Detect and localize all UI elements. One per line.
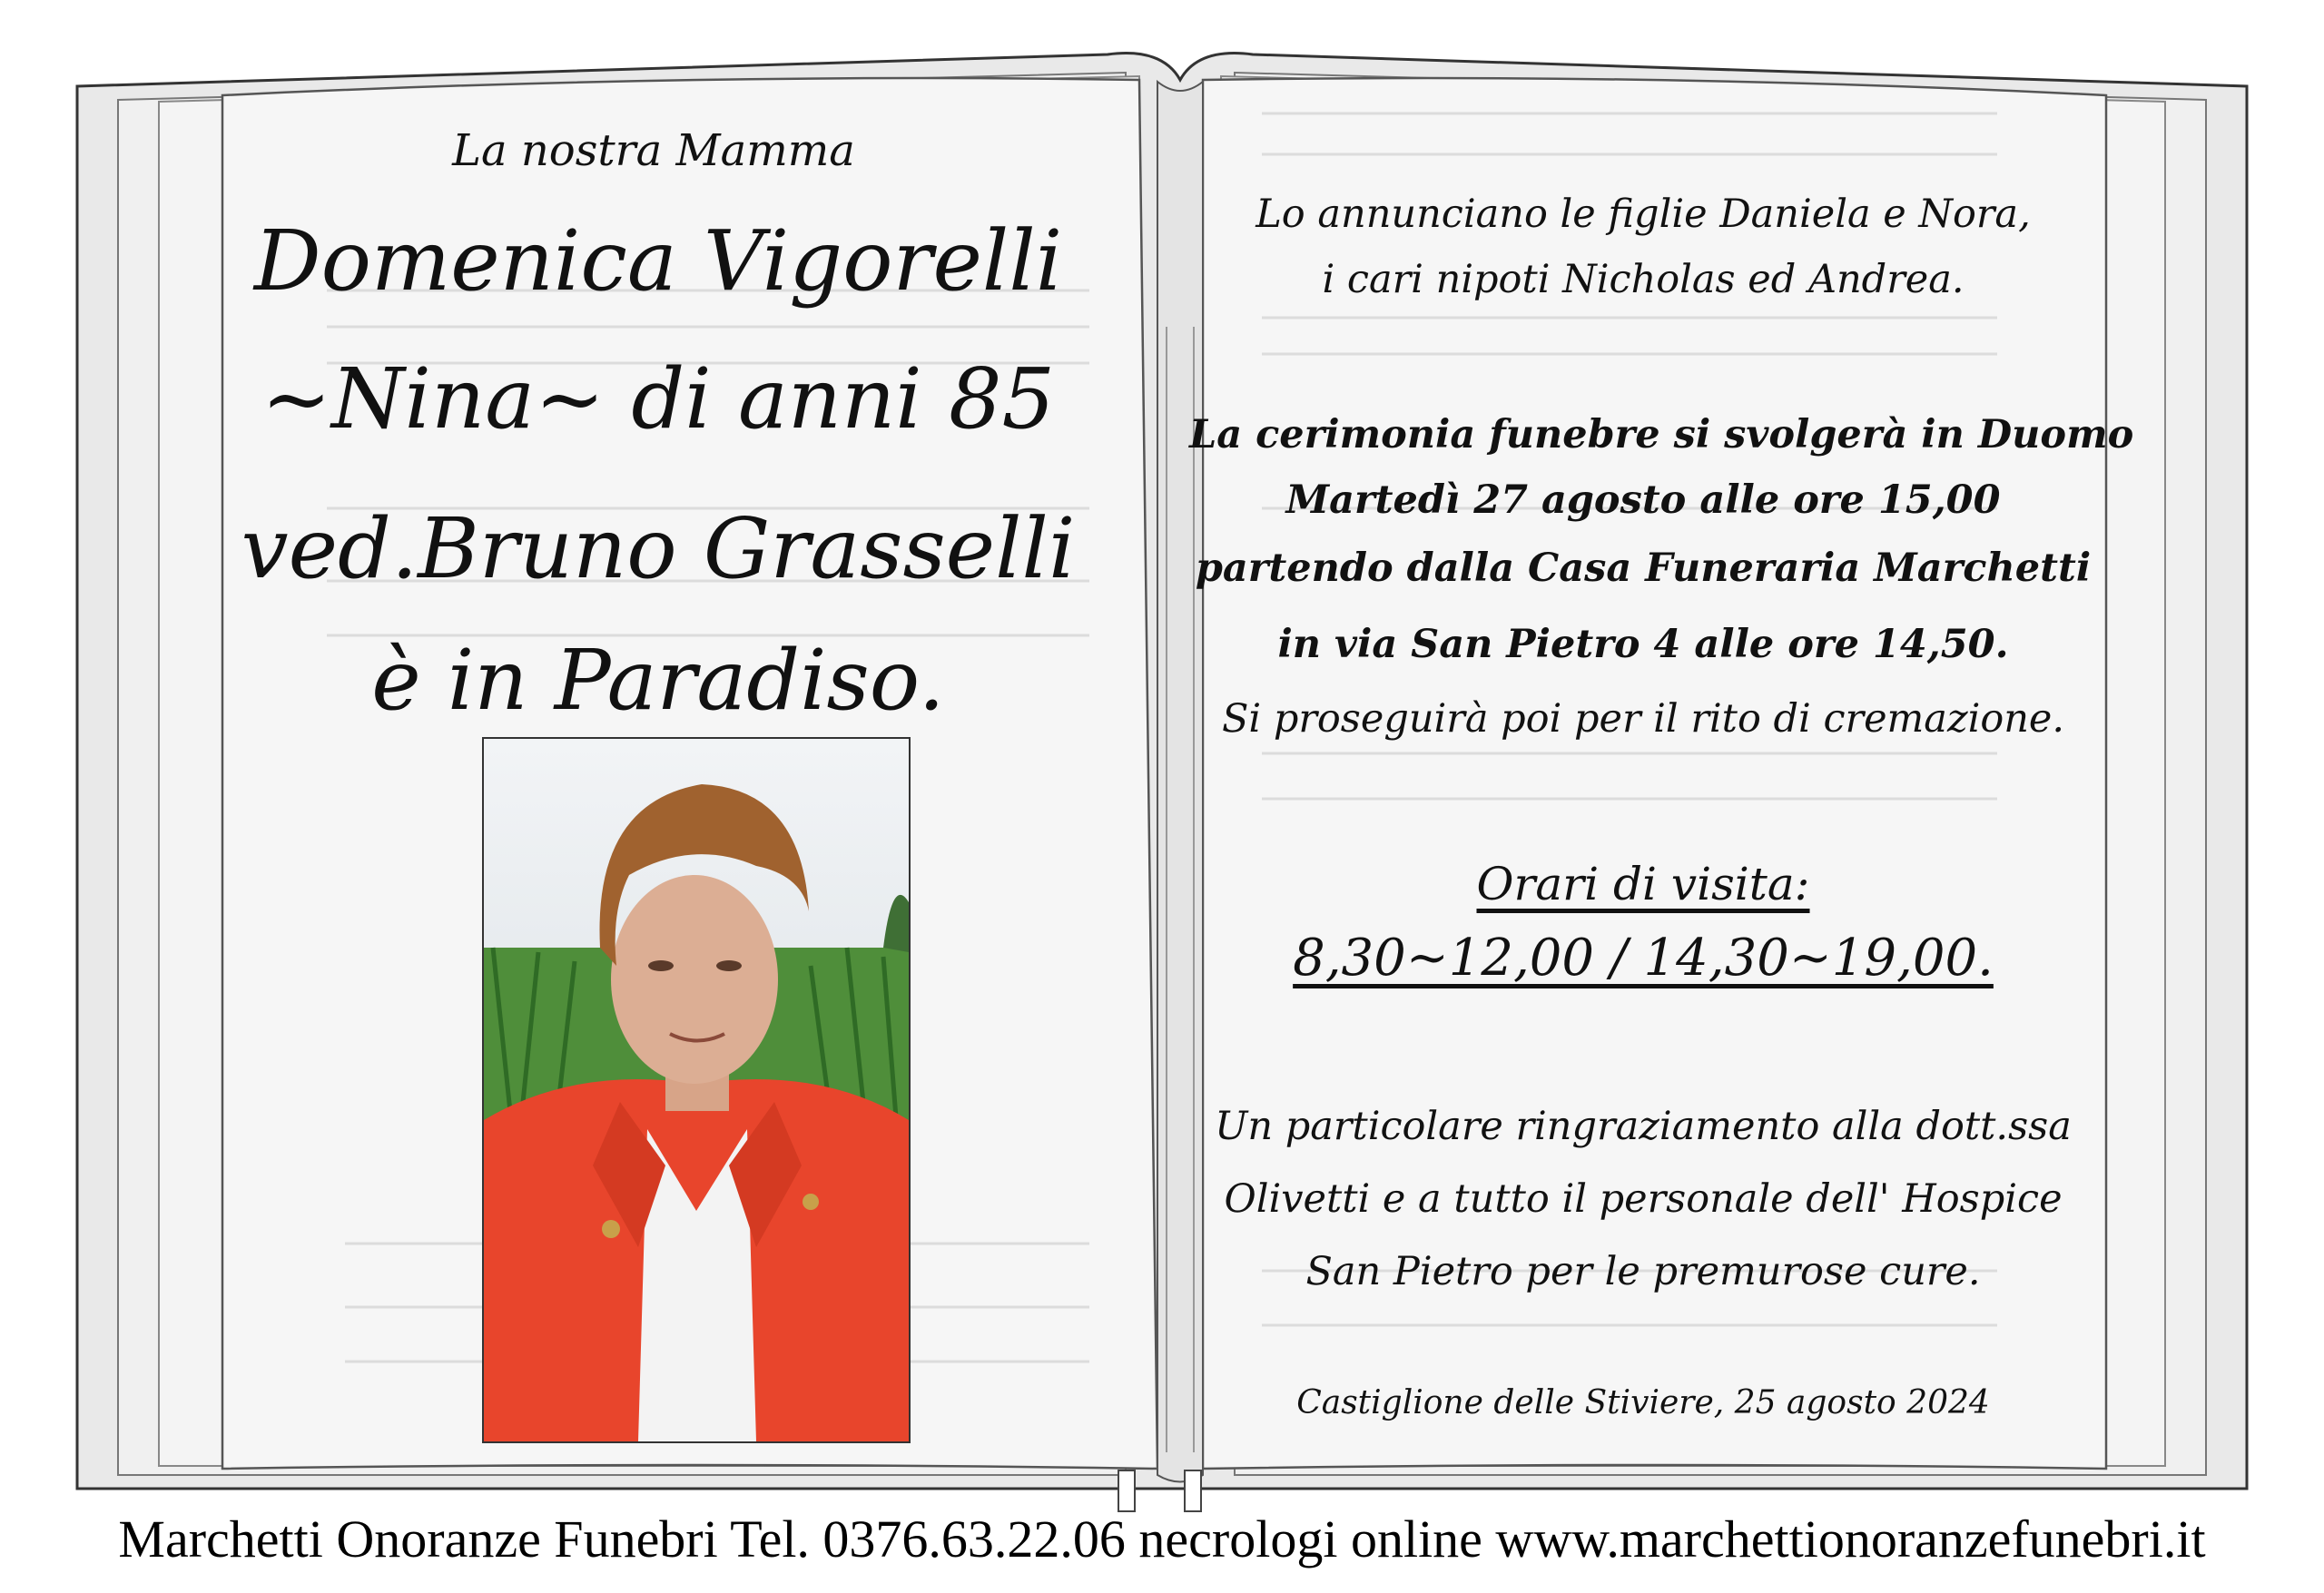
funeral-home-footer: Marchetti Onoranze Funebri Tel. 0376.63.22.06 necrologi online www.marchettionoranzefunebri.it — [118, 1509, 2206, 1568]
visiting-hours-title: Orari di visita: — [1476, 858, 1810, 910]
visiting-hours: 8,30~12,00 / 14,30~19,00. — [1293, 929, 1994, 988]
intro-line: La nostra Mamma — [452, 125, 855, 176]
announcement-line: Lo annunciano le figlie Daniela e Nora, — [1256, 192, 2031, 237]
ceremony-followup: Si proseguirà poi per il rito di cremazione. — [1221, 696, 2065, 742]
thanks-line: Olivetti e a tutto il personale dell' Hospice — [1224, 1176, 2063, 1222]
ceremony-line: Martedì 27 agosto alle ore 15,00 — [1285, 477, 2001, 523]
ceremony-line: La cerimonia funebre si svolgerà in Duomo — [1189, 412, 2134, 457]
announcement-line: i cari nipoti Nicholas ed Andrea. — [1322, 257, 1965, 302]
widow-of: ved.Bruno Grasselli — [241, 500, 1076, 597]
nickname-age: ~Nina~ di anni 85 — [261, 350, 1056, 447]
ceremony-line: partendo dalla Casa Funeraria Marchetti — [1195, 546, 2092, 591]
place-and-date: Castiglione delle Stiviere, 25 agosto 2024 — [1296, 1384, 1990, 1421]
portrait-photo — [482, 737, 911, 1443]
in-paradise-line: è in Paradiso. — [371, 632, 945, 729]
ceremony-line: in via San Pietro 4 alle ore 14,50. — [1277, 622, 2009, 667]
thanks-line: San Pietro per le premurose cure. — [1305, 1249, 1981, 1294]
deceased-name: Domenica Vigorelli — [253, 212, 1063, 310]
thanks-line: Un particolare ringraziamento alla dott.ssa — [1215, 1104, 2072, 1149]
